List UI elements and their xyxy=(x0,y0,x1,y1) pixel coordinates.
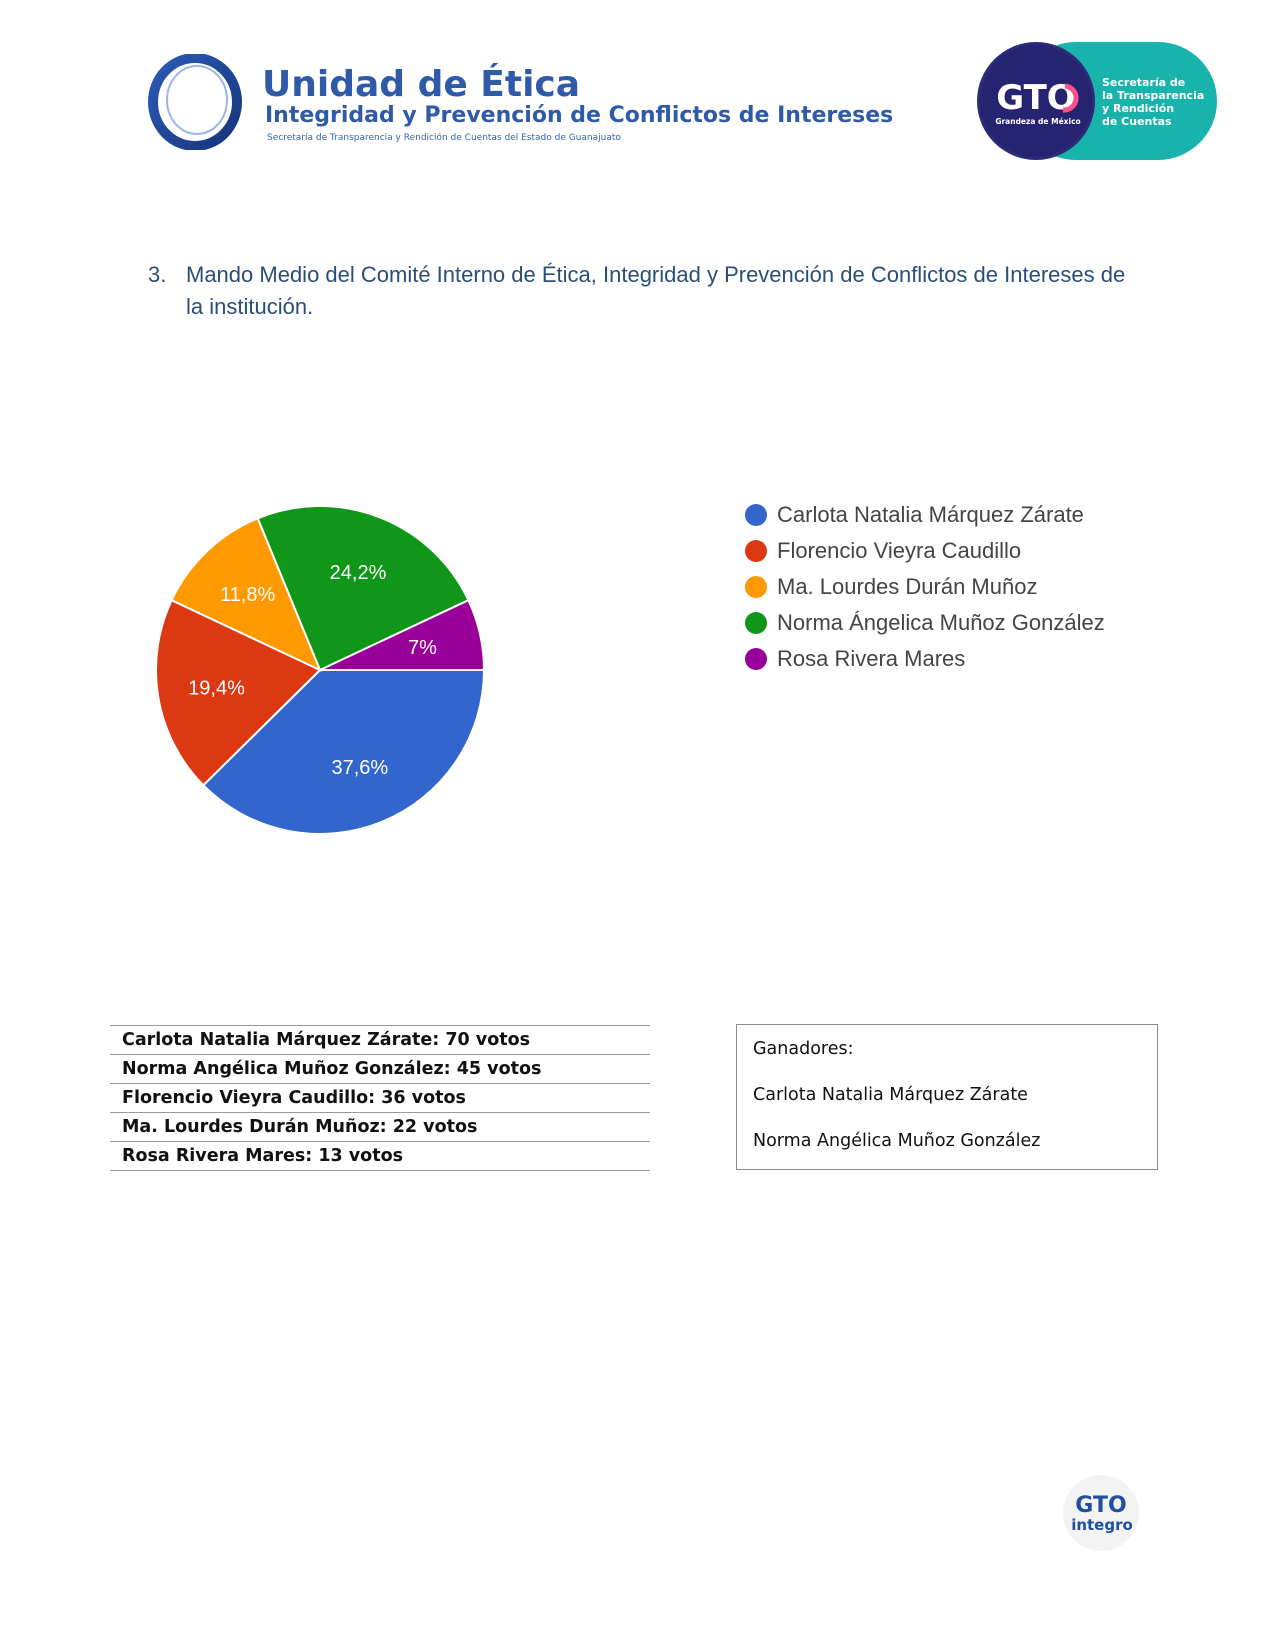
badge-line: de Cuentas xyxy=(1102,115,1172,128)
pie-slice-label: 24,2% xyxy=(329,562,387,585)
badge-caption: Grandeza de México xyxy=(995,117,1081,126)
legend-swatch xyxy=(745,504,767,526)
vote-row: Rosa Rivera Mares: 13 votos xyxy=(110,1141,650,1171)
pie-slice-label: 11,8% xyxy=(220,583,276,606)
winner-name: Carlota Natalia Márquez Zárate xyxy=(753,1085,1028,1105)
winners-box xyxy=(736,1024,1158,1170)
legend-swatch xyxy=(745,648,767,670)
legend-label: Ma. Lourdes Durán Muñoz xyxy=(777,574,1038,599)
footer-logo-top: GTO xyxy=(1075,1493,1127,1518)
legend-swatch xyxy=(745,576,767,598)
unit-subtitle: Integridad y Prevención de Conflictos de Intereses xyxy=(265,103,894,128)
pie-slice-label: 37,6% xyxy=(331,757,389,780)
footer-logo-bottom: integro xyxy=(1071,1516,1133,1534)
question-number: 3. xyxy=(148,262,167,287)
legend-label: Norma Ángelica Muñoz González xyxy=(777,610,1105,635)
gto-logo-text: GTO xyxy=(996,78,1076,118)
legend-swatch xyxy=(745,612,767,634)
pie-slice-label: 19,4% xyxy=(188,677,245,700)
legend-label: Carlota Natalia Márquez Zárate xyxy=(777,502,1084,527)
legend-label: Florencio Vieyra Caudillo xyxy=(777,538,1022,563)
pie-chart xyxy=(150,500,490,840)
vote-row: Carlota Natalia Márquez Zárate: 70 votos xyxy=(110,1025,650,1054)
badge-line: Secretaría de xyxy=(1102,76,1186,89)
legend-swatch xyxy=(745,540,767,562)
question-text: Mando Medio del Comité Interno de Ética, Integridad y Prevención de Conflictos de Intereses de la institución. xyxy=(186,262,1126,319)
legend-label: Rosa Rivera Mares xyxy=(777,646,966,671)
badge-line: la Transparencia xyxy=(1102,89,1205,102)
unit-title: Unidad de Ética xyxy=(262,64,581,105)
votes-table xyxy=(110,1025,650,1171)
winners-title: Ganadores: xyxy=(753,1039,854,1059)
vote-row: Norma Angélica Muñoz González: 45 votos xyxy=(110,1054,650,1083)
vote-row: Florencio Vieyra Caudillo: 36 votos xyxy=(110,1083,650,1112)
pie-slice-label: 7% xyxy=(407,637,437,660)
gto-integro-logo xyxy=(1062,1474,1140,1552)
vote-row: Ma. Lourdes Durán Muñoz: 22 votos xyxy=(110,1112,650,1141)
badge-text xyxy=(1102,76,1212,128)
badge-line: y Rendición xyxy=(1102,102,1175,115)
winner-name: Norma Angélica Muñoz González xyxy=(753,1131,1041,1151)
unidad-etica-ring-logo xyxy=(147,54,243,150)
unit-caption: Secretaría de Transparencia y Rendición de Cuentas del Estado de Guanajuato xyxy=(267,133,621,143)
